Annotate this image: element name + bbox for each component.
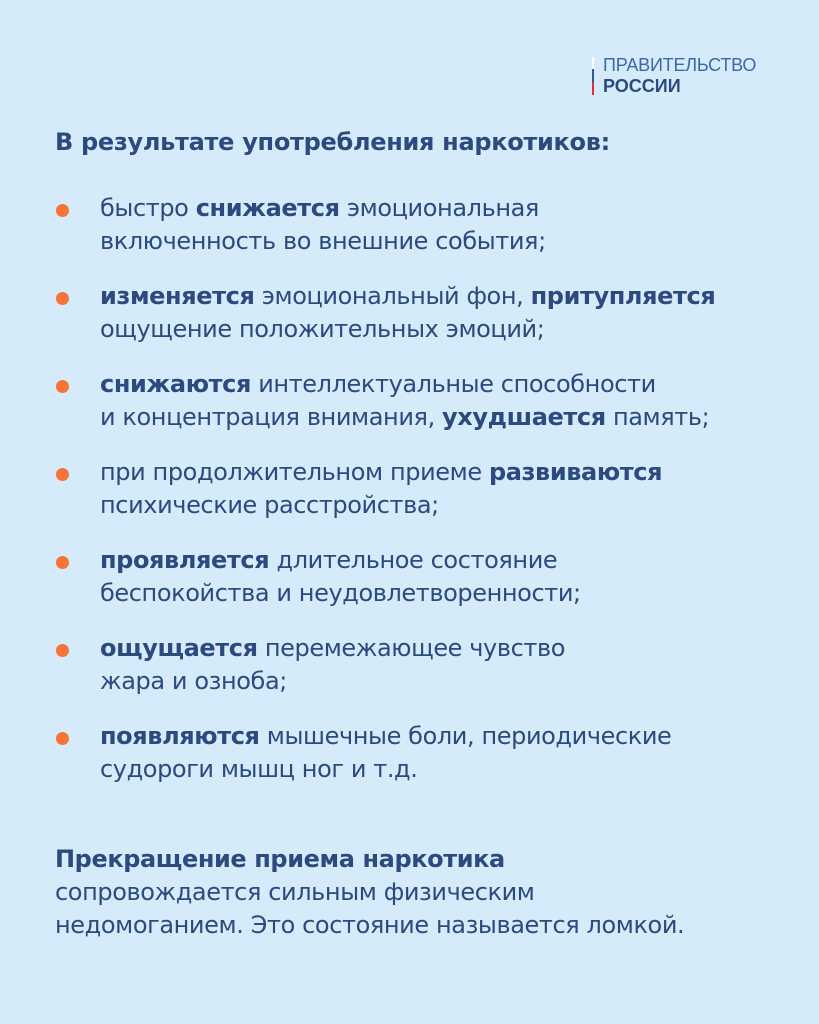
list-item-text: изменяется эмоциональный фон, притупляется ощущение положительных эмоций; xyxy=(100,282,716,343)
list-item xyxy=(0,456,819,544)
bullet-icon xyxy=(56,292,69,305)
closing-bold: Прекращение приема наркотика xyxy=(55,845,505,873)
bullet-icon xyxy=(56,204,69,217)
list-item xyxy=(0,368,819,456)
list-item xyxy=(0,280,819,368)
bullet-icon xyxy=(56,468,69,481)
list-item-text: появляются мышечные боли, периодические судороги мышц ног и т.д. xyxy=(100,722,672,783)
list-item xyxy=(0,192,819,280)
closing-line-2: сопровождается сильным физическим xyxy=(55,878,535,906)
list-item-text: при продолжительном приеме развиваются психические расстройства; xyxy=(100,458,663,519)
list-item xyxy=(0,544,819,632)
list-item-text: быстро снижается эмоциональная включенность во внешние события; xyxy=(100,194,546,255)
bullet-icon xyxy=(56,556,69,569)
page-heading: В результате употребления наркотиков: xyxy=(55,128,610,156)
government-logo xyxy=(592,55,792,97)
list-item-text: ощущается перемежающее чувство жара и озноба; xyxy=(100,634,566,695)
effects-list xyxy=(0,192,819,808)
list-item-text: снижаются интеллектуальные способности и концентрация внимания, ухудшается память; xyxy=(100,370,710,431)
bullet-icon xyxy=(56,732,69,745)
closing-line-3: недомоганием. Это состояние называется ломкой. xyxy=(55,911,685,939)
logo-line-1: ПРАВИТЕЛЬСТВО xyxy=(603,55,757,75)
closing-paragraph xyxy=(55,843,684,942)
bullet-icon xyxy=(56,380,69,393)
bullet-icon xyxy=(56,644,69,657)
flag-stripe-icon xyxy=(592,57,594,95)
list-item xyxy=(0,720,819,808)
list-item-text: проявляется длительное состояние беспокойства и неудовлетворенности; xyxy=(100,546,581,607)
logo-line-2: РОССИИ xyxy=(603,76,681,96)
list-item xyxy=(0,632,819,720)
